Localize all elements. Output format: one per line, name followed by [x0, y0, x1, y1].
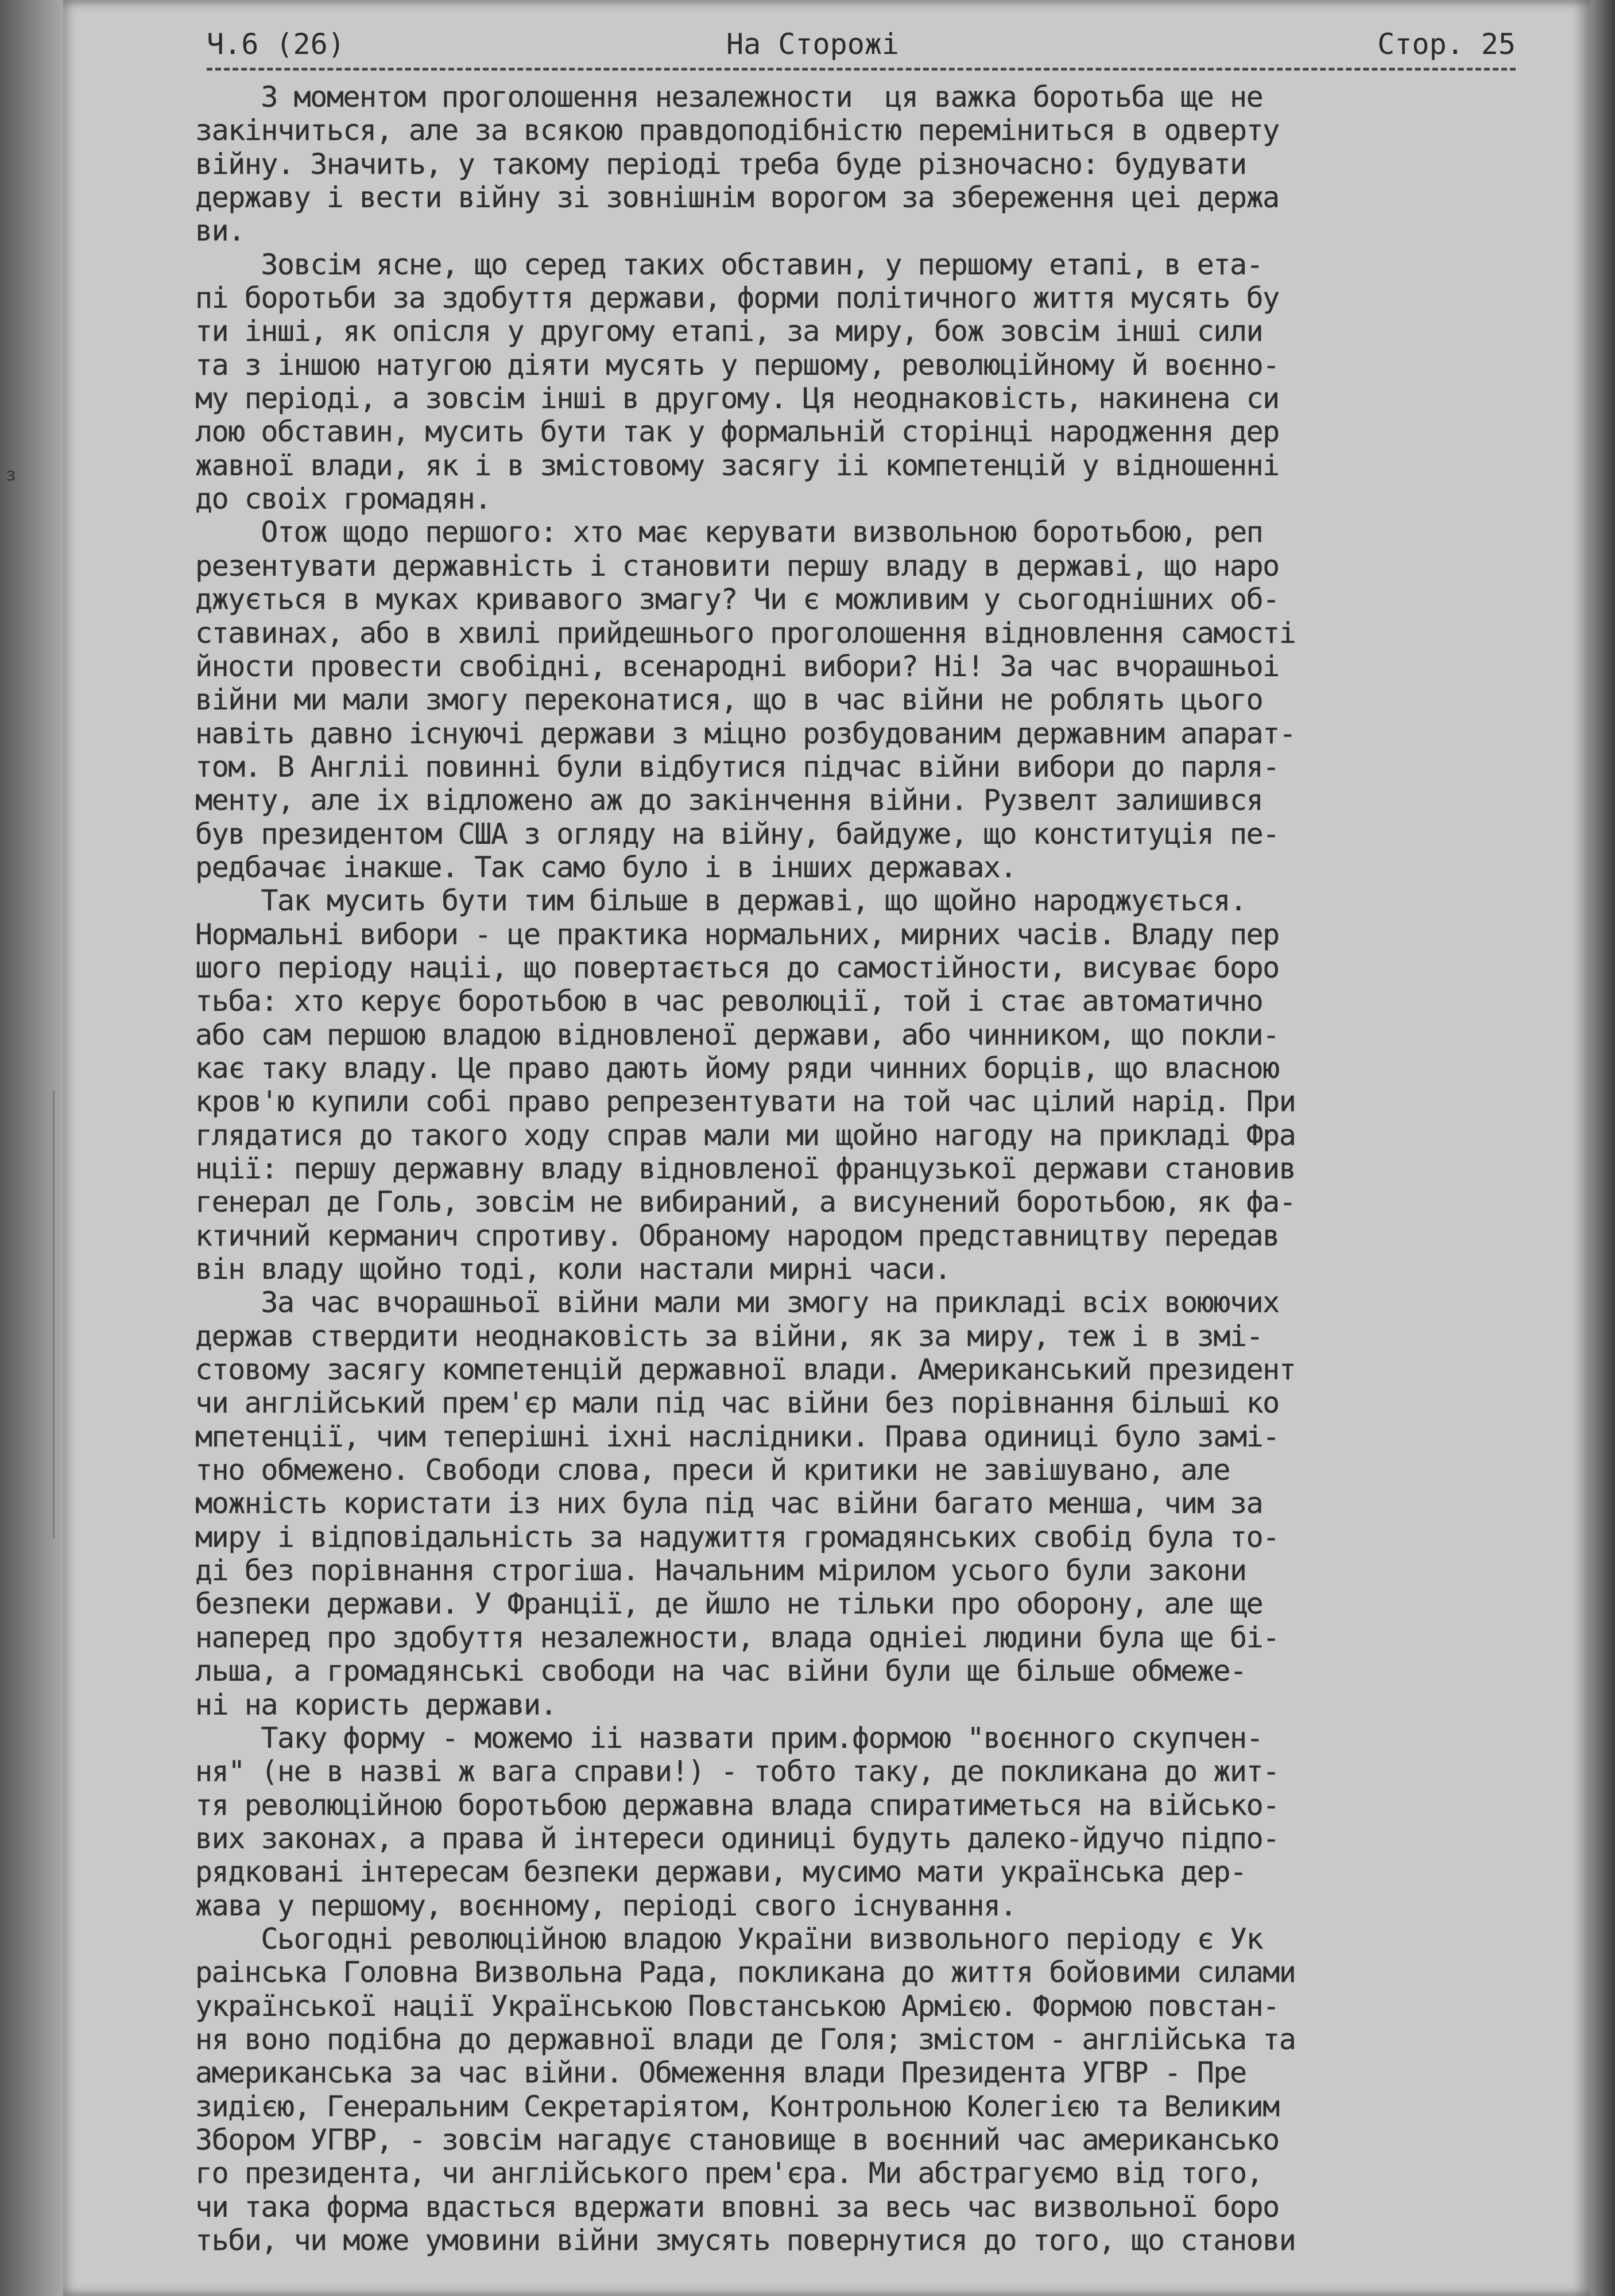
- text-line: жава у першому, воєнному, періоді свого існування.: [195, 1888, 1017, 1922]
- text-line: наперед про здобуття незалежности, влада одніеі людини була ще бі-: [195, 1620, 1279, 1654]
- text-line: генерал де Голь, зовсім не вибираний, а висунений боротьбою, як фа-: [195, 1185, 1296, 1219]
- text-line: З моментом проголошення незалежности ця важка боротьба ще не: [195, 80, 1263, 114]
- text-line: раінська Головна Визвольна Рада, покликана до життя бойовими силами: [195, 1956, 1296, 1989]
- text-line: або сам першою владою відновленої держави, або чинником, що покли-: [195, 1018, 1279, 1052]
- text-line: Зовсім ясне, що серед таких обставин, у першому етапі, в ета-: [195, 247, 1263, 281]
- text-line: безпеки держави. У Франції, де йшло не тільки про оборону, але ще: [195, 1587, 1263, 1621]
- text-line: резентувати державність і становити першу владу в державі, що наро: [195, 549, 1279, 583]
- page-shadow-edge: [1590, 0, 1615, 2296]
- text-line: ви.: [195, 214, 245, 248]
- text-line: кає таку владу. Це право дають йому ряди чинних борців, що власною: [195, 1051, 1279, 1085]
- text-line: менту, але іх відложено аж до закінчення війни. Рузвелт залишився: [195, 784, 1263, 817]
- text-line: джується в муках кривавого змагу? Чи є можливим у сьогоднішних об-: [195, 583, 1279, 616]
- text-line: війни ми мали змогу переконатися, що в час війни не роблять цього: [195, 683, 1263, 717]
- text-line: був президентом США з огляду на війну, байдуже, що конституція пе-: [195, 817, 1279, 851]
- publication-title: На Сторожі: [726, 28, 900, 61]
- text-line: ді без порівнання строгіша. Начальним мірилом усього були закони: [195, 1554, 1246, 1588]
- text-line: лою обставин, мусить бути так у формальній сторінці народження дер: [195, 415, 1279, 449]
- text-line: зидією, Генеральним Секретаріятом, Контрольною Колегією та Великим: [195, 2089, 1279, 2123]
- text-line: він владу щойно тоді, коли настали мирні часи.: [195, 1252, 951, 1286]
- text-line: ня воно подібна до державної влади де Голя; змістом - англійська та: [195, 2022, 1296, 2056]
- text-line: глядатися до такого ходу справ мали ми щойно нагоду на прикладі Фра: [195, 1118, 1296, 1152]
- text-line: нції: першу державну владу відновленої французької держави становив: [195, 1152, 1296, 1185]
- text-line: тьби, чи може умовини війни змусять повернутися до того, що станови: [195, 2224, 1296, 2257]
- text-line: закінчиться, але за всякою правдоподібністю переміниться в одверту: [195, 114, 1279, 148]
- text-line: Так мусить бути тим більше в державі, що щойно народжується.: [195, 884, 1246, 918]
- text-line: тно обмежено. Свободи слова, преси й критики не завішувано, але: [195, 1453, 1230, 1487]
- text-line: тя революційною боротьбою державна влада спиратиметься на військо-: [195, 1788, 1279, 1822]
- text-line: ні на користь держави.: [195, 1688, 557, 1721]
- text-line: миру і відповідальність за надужиття громадянських свобід була то-: [195, 1520, 1279, 1554]
- text-line: державу і вести війну зі зовнішнім ворогом за збереження цеі держа: [195, 181, 1279, 215]
- text-line: війну. Значить, у такому періоді треба буде різночасно: будувати: [195, 147, 1246, 181]
- text-line: рядковані інтересам безпеки держави, мусимо мати українська дер-: [195, 1855, 1246, 1889]
- text-line: го президента, чи англійського прем'єра. Ми абстрагуємо від того,: [195, 2157, 1263, 2190]
- issue-number: Ч.6 (26): [207, 28, 345, 61]
- text-line: Отож щодо першого: хто має керувати визвольною боротьбою, реп: [195, 515, 1263, 549]
- text-line: мпетенції, чим теперішні іхні наслідники. Права одиниці було замі-: [195, 1420, 1279, 1453]
- text-line: За час вчорашньої війни мали ми змогу на прикладі всіх воюючих: [195, 1286, 1279, 1320]
- margin-mark: з: [6, 465, 17, 485]
- text-line: ня" (не в назві ж вага справи!) - тобто таку, де покликана до жит-: [195, 1755, 1279, 1789]
- text-line: можність користати із них була під час війни багато менша, чим за: [195, 1487, 1263, 1521]
- text-line: льша, а громадянські свободи на час війни були ще більше обмеже-: [195, 1654, 1246, 1688]
- text-line: навіть давно існуючі держави з міцно розбудованим державним апарат-: [195, 716, 1296, 750]
- text-line: жавної влади, як і в змістовому засягу іі компетенцій у відношенні: [195, 448, 1279, 482]
- text-line: пі боротьби за здобуття держави, форми політичного життя мусять бу: [195, 281, 1279, 315]
- fold-crease: [53, 1091, 55, 1538]
- text-line: чи англійський прем'єр мали під час війни без порівнання більші ко: [195, 1386, 1279, 1420]
- header-dashed-rule: [207, 68, 1516, 71]
- text-line: том. В Англіі повинні були відбутися підчас війни вибори до парля-: [195, 750, 1279, 784]
- text-line: української нації Українською Повстанською Армією. Формою повстан-: [195, 1989, 1279, 2023]
- text-line: редбачає інакше. Так само було і в інших державах.: [195, 850, 1017, 884]
- text-line: йности провести свобідні, всенародні вибори? Ні! За час вчорашньоі: [195, 649, 1279, 683]
- text-line: держав ствердити неоднаковість за війни, як за миру, теж і в змі-: [195, 1319, 1263, 1353]
- article-body: [195, 80, 1533, 2257]
- text-line: американська за час війни. Обмеження влади Президента УГВР - Пре: [195, 2056, 1246, 2090]
- text-line: кров'ю купили собі право репрезентувати на той час цілий нарід. При: [195, 1085, 1296, 1119]
- text-line: стовому засягу компетенцій державної влади. Американський президент: [195, 1353, 1296, 1387]
- text-line: вих законах, а права й інтереси одиниці будуть далеко-йдучо підпо-: [195, 1821, 1279, 1855]
- text-line: Таку форму - можемо іі назвати прим.формою "воєнного скупчен-: [195, 1721, 1263, 1755]
- text-line: ставинах, або в хвилі прийдешнього проголошення відновлення самості: [195, 616, 1296, 650]
- text-line: Сьогодні революційною владою України визвольного періоду є Ук: [195, 1922, 1263, 1956]
- text-line: ктичний керманич спротиву. Обраному народом представництву передав: [195, 1219, 1279, 1252]
- text-line: Нормальні вибори - це практика нормальних, мирних часів. Владу пер: [195, 917, 1279, 951]
- text-line: Збором УГВР, - зовсім нагадує становище в воєнний час американсько: [195, 2123, 1279, 2157]
- running-header: [207, 28, 1516, 68]
- text-line: ти інші, як опісля у другому етапі, за миру, бож зовсім інші сили: [195, 315, 1263, 348]
- page-number: Стор. 25: [1377, 28, 1516, 61]
- text-line: шого періоду націі, що повертається до самостійности, висуває боро: [195, 951, 1279, 984]
- text-line: чи така форма вдасться вдержати вповні за весь час визвольної боро: [195, 2190, 1279, 2224]
- text-line: тьба: хто керує боротьбою в час революції, той і стає автоматично: [195, 984, 1263, 1018]
- text-line: му періоді, а зовсім інші в другому. Ця неоднаковість, накинена си: [195, 382, 1279, 416]
- text-line: до своіх громадян.: [195, 482, 491, 516]
- text-line: та з іншою натугою діяти мусять у першому, революційному й воєнно-: [195, 348, 1279, 382]
